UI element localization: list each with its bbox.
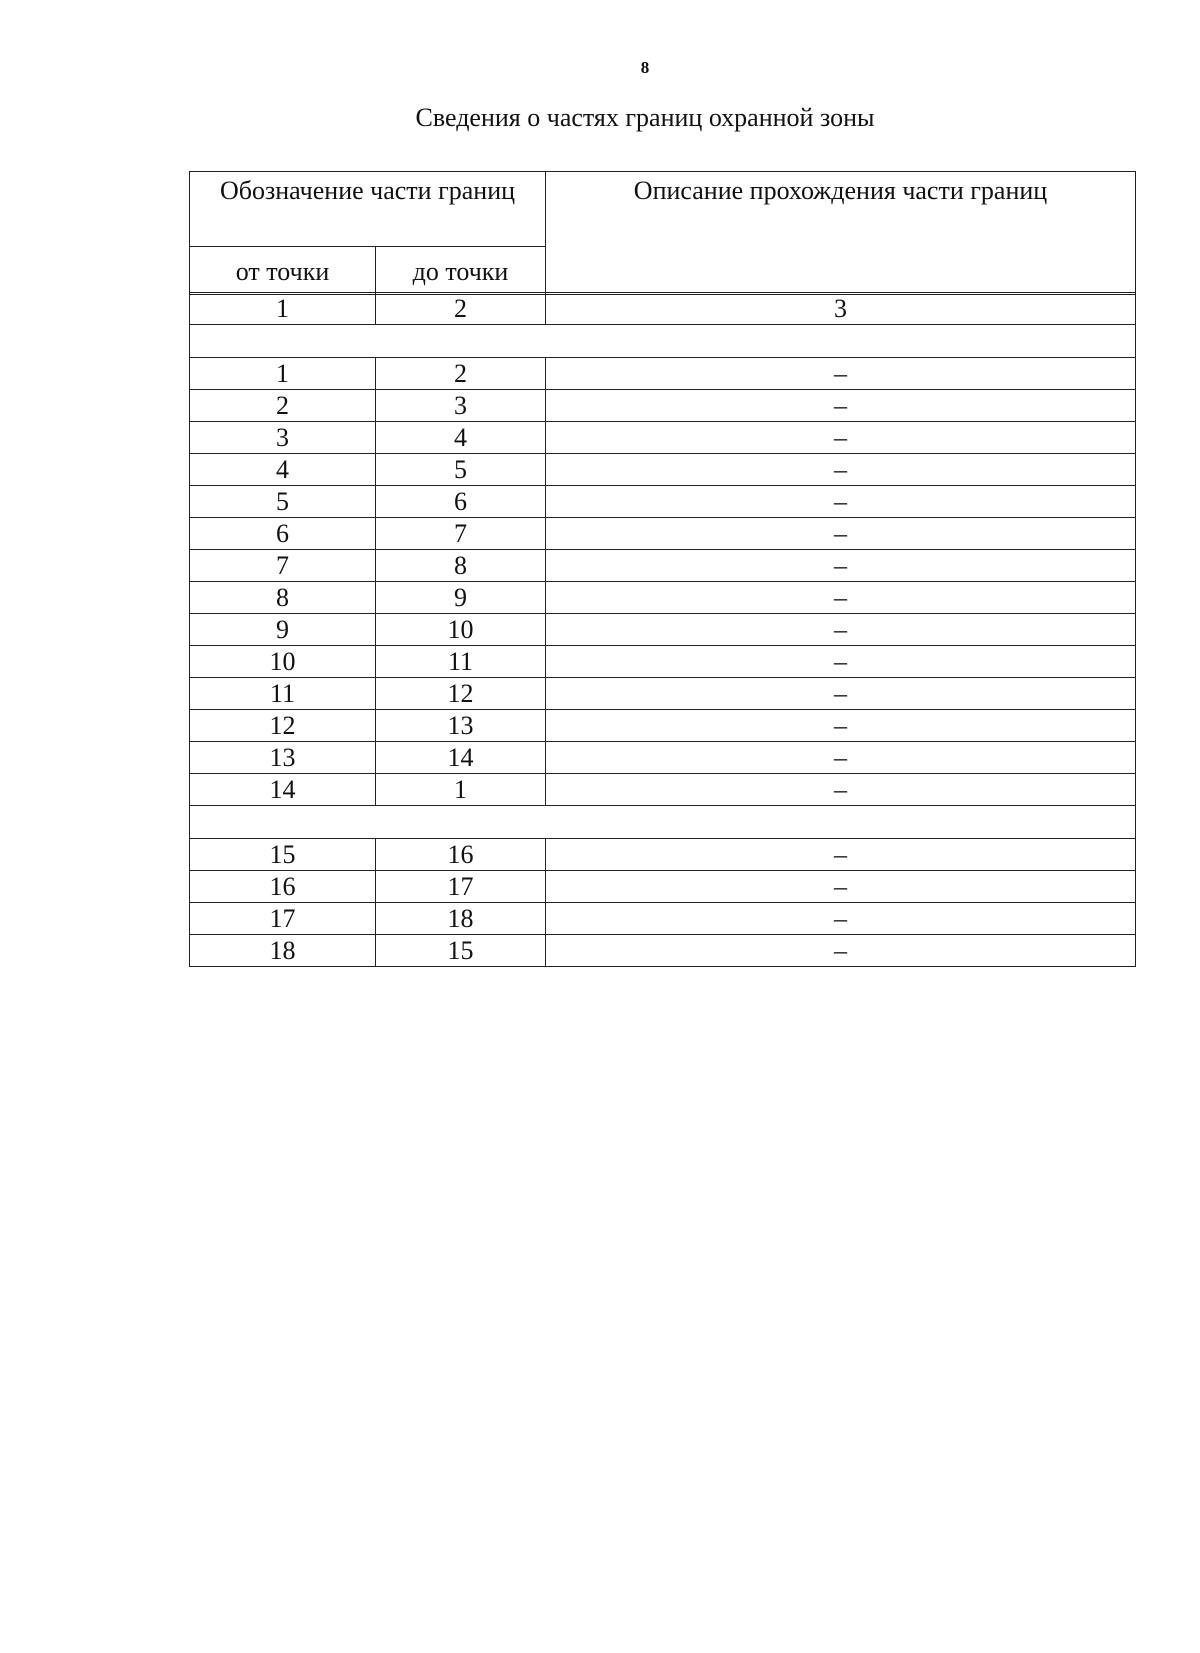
to-point-cell: 1: [376, 774, 546, 806]
table-row: [190, 550, 1136, 582]
column-number: 3: [546, 293, 1136, 325]
from-point-cell: 6: [190, 518, 376, 550]
section-separator-cell: [190, 325, 1136, 358]
to-point-cell: 11: [376, 646, 546, 678]
section-separator-row: [190, 325, 1136, 358]
from-point-cell: 14: [190, 774, 376, 806]
description-cell: –: [546, 935, 1136, 967]
from-point-cell: 10: [190, 646, 376, 678]
description-cell: –: [546, 486, 1136, 518]
description-cell: –: [546, 390, 1136, 422]
from-point-cell: 9: [190, 614, 376, 646]
to-point-cell: 7: [376, 518, 546, 550]
description-cell: –: [546, 903, 1136, 935]
table-row: [190, 710, 1136, 742]
from-point-cell: 5: [190, 486, 376, 518]
table-row: [190, 774, 1136, 806]
from-point-header: от точки: [190, 247, 376, 295]
from-point-cell: 7: [190, 550, 376, 582]
table-row: [190, 839, 1136, 871]
description-cell: –: [546, 742, 1136, 774]
table-row: [190, 614, 1136, 646]
description-cell: –: [546, 678, 1136, 710]
to-point-cell: 3: [376, 390, 546, 422]
from-point-cell: 3: [190, 422, 376, 454]
table-row: [190, 422, 1136, 454]
from-point-cell: 13: [190, 742, 376, 774]
column-number: 1: [190, 293, 376, 325]
description-cell: –: [546, 518, 1136, 550]
section-separator-row: [190, 806, 1136, 839]
boundary-table-header: [189, 171, 1136, 295]
from-point-cell: 2: [190, 390, 376, 422]
table-row: [190, 678, 1136, 710]
to-point-cell: 15: [376, 935, 546, 967]
description-cell: –: [546, 871, 1136, 903]
designation-header: Обозначение части границ: [190, 172, 546, 247]
description-cell: –: [546, 646, 1136, 678]
table-row: [190, 454, 1136, 486]
to-point-header: до точки: [376, 247, 546, 295]
from-point-cell: 12: [190, 710, 376, 742]
to-point-cell: 12: [376, 678, 546, 710]
description-cell: –: [546, 710, 1136, 742]
description-cell: –: [546, 774, 1136, 806]
description-cell: –: [546, 582, 1136, 614]
from-point-cell: 18: [190, 935, 376, 967]
table-row: [190, 646, 1136, 678]
to-point-cell: 10: [376, 614, 546, 646]
to-point-cell: 18: [376, 903, 546, 935]
table-row: [190, 390, 1136, 422]
to-point-cell: 13: [376, 710, 546, 742]
table-row: [190, 935, 1136, 967]
to-point-cell: 5: [376, 454, 546, 486]
table-row: [190, 582, 1136, 614]
description-cell: –: [546, 358, 1136, 390]
from-point-cell: 1: [190, 358, 376, 390]
page-number: 8: [640, 58, 650, 77]
table-row: [190, 358, 1136, 390]
table-row: [190, 518, 1136, 550]
to-point-cell: 14: [376, 742, 546, 774]
document-title: Сведения о частях границ охранной зоны: [415, 103, 875, 132]
from-point-cell: 16: [190, 871, 376, 903]
table-row: [190, 486, 1136, 518]
column-number-row: [190, 293, 1136, 325]
to-point-cell: 8: [376, 550, 546, 582]
table-row: [190, 871, 1136, 903]
to-point-cell: 9: [376, 582, 546, 614]
from-point-cell: 8: [190, 582, 376, 614]
description-header: Описание прохождения части границ: [546, 172, 1136, 295]
boundary-table-section-1: [189, 292, 1136, 967]
from-point-cell: 15: [190, 839, 376, 871]
description-cell: –: [546, 614, 1136, 646]
table-row: [190, 903, 1136, 935]
to-point-cell: 16: [376, 839, 546, 871]
section-separator-cell: [190, 806, 1136, 839]
from-point-cell: 4: [190, 454, 376, 486]
column-number: 2: [376, 293, 546, 325]
table-row: [190, 742, 1136, 774]
from-point-cell: 11: [190, 678, 376, 710]
to-point-cell: 17: [376, 871, 546, 903]
description-cell: –: [546, 550, 1136, 582]
to-point-cell: 4: [376, 422, 546, 454]
description-cell: –: [546, 422, 1136, 454]
from-point-cell: 17: [190, 903, 376, 935]
description-cell: –: [546, 454, 1136, 486]
to-point-cell: 6: [376, 486, 546, 518]
to-point-cell: 2: [376, 358, 546, 390]
description-cell: –: [546, 839, 1136, 871]
